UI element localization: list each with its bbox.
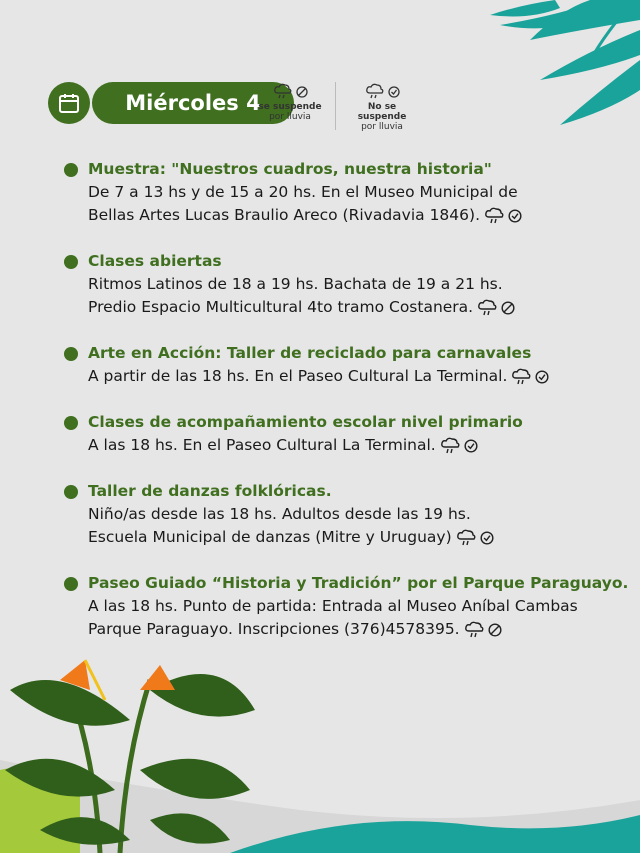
not-suspended-status xyxy=(511,367,549,387)
check-icon xyxy=(508,209,522,223)
cancel-icon xyxy=(488,623,502,637)
event-title: Muestra: "Nuestros cuadros, nuestra historia" xyxy=(88,160,492,178)
event-title: Taller de danzas folklóricas. xyxy=(88,482,332,500)
check-icon xyxy=(535,370,549,384)
event-detail xyxy=(88,296,634,319)
event-detail: De 7 a 13 hs y de 15 a 20 hs. En el Museo Municipal de xyxy=(88,183,518,201)
legend-label: se suspende xyxy=(258,102,322,112)
check-icon xyxy=(464,439,478,453)
event-detail: Niño/as desde las 18 hs. Adultos desde las 19 hs. xyxy=(88,505,471,523)
event-title: Clases abiertas xyxy=(88,252,222,270)
check-icon xyxy=(388,86,400,98)
event-detail-text: A partir de las 18 hs. En el Paseo Cultural La Terminal. xyxy=(88,367,508,385)
event-detail xyxy=(88,618,634,641)
event-detail: A las 18 hs. Punto de partida: Entrada al Museo Aníbal Cambas xyxy=(88,597,578,615)
rain-cloud-icon xyxy=(440,436,462,456)
event-title: Paseo Guiado “Historia y Tradición” por el Parque Paraguayo. xyxy=(88,574,629,592)
bullet-icon xyxy=(64,163,78,177)
legend-sublabel: por lluvia xyxy=(361,122,403,132)
check-icon xyxy=(480,531,494,545)
event-item xyxy=(64,411,634,457)
suspended-status xyxy=(464,620,502,640)
event-detail-text: Predio Espacio Multicultural 4to tramo Costanera. xyxy=(88,298,474,316)
palm-leaf-decoration xyxy=(490,0,640,125)
bullet-icon xyxy=(64,416,78,430)
event-detail-text: Parque Paraguayo. Inscripciones (376)4578395. xyxy=(88,620,460,638)
event-list xyxy=(64,158,634,664)
legend-suspended xyxy=(250,82,330,122)
rain-cloud-icon xyxy=(511,367,533,387)
event-detail-text: Bellas Artes Lucas Braulio Areco (Rivadavia 1846). xyxy=(88,206,480,224)
event-item xyxy=(64,480,634,549)
legend-sublabel: por lluvia xyxy=(269,112,311,122)
event-detail xyxy=(88,204,634,227)
legend-not-suspended xyxy=(342,82,422,132)
event-detail xyxy=(88,526,634,549)
event-detail-text: A las 18 hs. En el Paseo Cultural La Terminal. xyxy=(88,436,436,454)
cancel-icon xyxy=(501,301,515,315)
event-title: Arte en Acción: Taller de reciclado para carnavales xyxy=(88,344,532,362)
bullet-icon xyxy=(64,255,78,269)
rain-cloud-icon xyxy=(484,206,506,226)
legend-divider xyxy=(335,82,336,130)
bullet-icon xyxy=(64,347,78,361)
rain-cloud-icon xyxy=(456,528,478,548)
day-title: Miércoles 4 xyxy=(92,82,294,124)
not-suspended-status xyxy=(456,528,494,548)
event-item xyxy=(64,250,634,319)
rain-cloud-icon xyxy=(365,83,385,101)
event-item xyxy=(64,342,634,388)
rain-cloud-icon xyxy=(464,620,486,640)
event-detail xyxy=(88,434,634,457)
event-item xyxy=(64,158,634,227)
rain-cloud-icon xyxy=(273,83,293,101)
suspended-status xyxy=(477,298,515,318)
calendar-button xyxy=(48,82,90,124)
cancel-icon xyxy=(296,86,308,98)
legend-label: No se suspende xyxy=(357,102,407,122)
not-suspended-status xyxy=(440,436,478,456)
event-detail: Ritmos Latinos de 18 a 19 hs. Bachata de 19 a 21 hs. xyxy=(88,275,503,293)
calendar-icon xyxy=(58,92,80,114)
bullet-icon xyxy=(64,485,78,499)
event-detail xyxy=(88,365,634,388)
rain-cloud-icon xyxy=(477,298,499,318)
event-item xyxy=(64,572,634,641)
event-detail-text: Escuela Municipal de danzas (Mitre y Uruguay) xyxy=(88,528,452,546)
bullet-icon xyxy=(64,577,78,591)
not-suspended-status xyxy=(484,206,522,226)
event-title: Clases de acompañamiento escolar nivel primario xyxy=(88,413,523,431)
